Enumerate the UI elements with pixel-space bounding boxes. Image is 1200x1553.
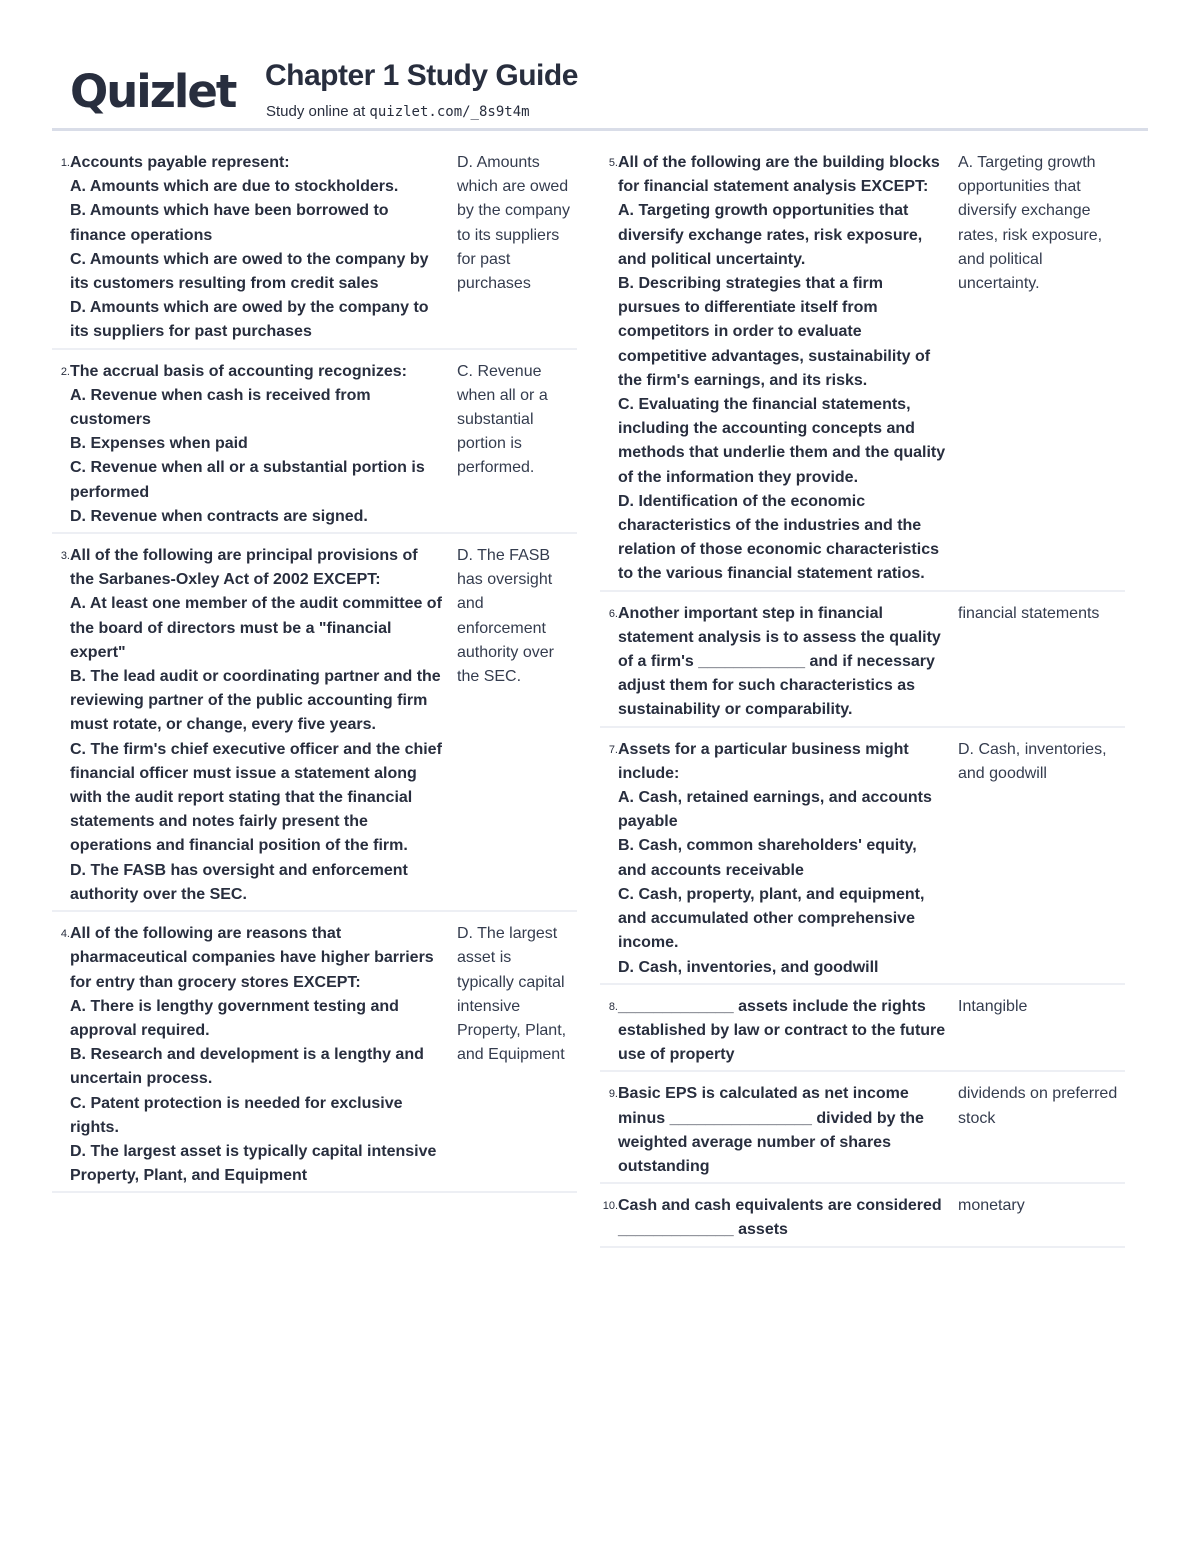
answer-option: B. Expenses when paid (70, 435, 248, 453)
answer-option: B. Cash, common shareholders' equity, and accounts receivable (618, 837, 917, 879)
right-column (600, 146, 1125, 1253)
header (52, 50, 1148, 130)
quizlet-logo: Quizlet (70, 65, 236, 118)
term-question (618, 602, 946, 723)
question-text: The accrual basis of accounting recognizes: (70, 362, 407, 380)
question-text: All of the following are reasons that pharmaceutical companies have higher barriers for entry than grocery stores EXCEPT: (70, 925, 434, 991)
answer-option: C. The firm's chief executive officer and the chief financial officer must issue a statement along with the audit report stating that the financial statements and notes fairly present the operations and financial position of the firm. (70, 740, 442, 855)
question-text: All of the following are the building blocks for financial statement analysis EXCEPT: (618, 154, 940, 196)
term-answer: D. Cash, inventories, and goodwill (958, 740, 1107, 782)
term-answer: D. Amounts which are owed by the company to its suppliers for past purchases (457, 154, 570, 293)
question-text: Another important step in financial statement analysis is to assess the quality of a firm's ____________ and if necessary adjust them for such characteristics as sustainability or comparability. (618, 604, 941, 719)
question-text: Basic EPS is calculated as net income minus ________________ divided by the weighted average number of shares outstanding (618, 1085, 924, 1175)
term-row (52, 539, 577, 912)
answer-option: A. Cash, retained earnings, and accounts payable (618, 789, 932, 831)
answer-option: D. The FASB has oversight and enforcement authority over the SEC. (70, 861, 408, 903)
left-column (52, 146, 577, 1198)
term-row (600, 146, 1125, 592)
answer-option: A. Amounts which are due to stockholders. (70, 178, 399, 196)
term-row (600, 990, 1125, 1073)
answer-option: D. Identification of the economic characteristics of the industries and the relation of those economic characteristics to the various financial statement ratios. (618, 492, 939, 583)
term-answer: Intangible (958, 997, 1028, 1015)
question-text: Accounts payable represent: (70, 154, 290, 171)
term-question (618, 1194, 946, 1242)
term-answer: dividends on preferred stock (958, 1085, 1118, 1127)
term-answer: D. The FASB has oversight and enforcement authority over the SEC. (457, 547, 554, 686)
term-row (600, 733, 1125, 985)
term-number: 4. (60, 928, 70, 941)
answer-option: C. Evaluating the financial statements, including the accounting concepts and methods that underlie them and the quality of the information they provide. (618, 396, 946, 486)
header-divider (52, 128, 1148, 131)
answer-option: C. Cash, property, plant, and equipment, and accumulated other comprehensive income. (618, 885, 925, 952)
term-question (70, 544, 445, 907)
study-url-link[interactable]: quizlet.com/_8s9t4m (369, 104, 530, 120)
term-number: 5. (608, 157, 618, 169)
term-row (600, 1189, 1125, 1247)
answer-option: C. Amounts which are owed to the company by its customers resulting from credit sales (70, 250, 429, 293)
answer-option: B. The lead audit or coordinating partner and the reviewing partner of the public accounting firm must rotate, or change, every five years. (70, 668, 441, 734)
term-question (618, 738, 946, 980)
term-number: 1. (60, 157, 70, 169)
answer-option: B. Describing strategies that a firm pursues to differentiate itself from competitors in order to evaluate competitive advantages, sustainability of the firm's earnings, and its risks. (618, 275, 931, 389)
term-question (618, 151, 946, 587)
question-text: Cash and cash equivalents are considered _____________ assets (618, 1197, 942, 1239)
term-number: 6. (608, 607, 618, 620)
term-answer: D. The largest asset is typically capital intensive Property, Plant, and Equipment (457, 925, 567, 1064)
term-number: 7. (608, 743, 618, 756)
question-text: Assets for a particular business might include: (618, 740, 909, 782)
term-answer: financial statements (958, 604, 1100, 622)
term-number: 9. (608, 1088, 618, 1101)
term-answer: A. Targeting growth opportunities that diversify exchange rates, risk exposure, and political uncertainty. (958, 154, 1103, 293)
term-number: 10. (602, 1200, 618, 1213)
term-row (52, 355, 577, 534)
term-question (70, 151, 445, 345)
term-question (70, 922, 445, 1188)
answer-option: B. Research and development is a lengthy and uncertain process. (70, 1046, 424, 1088)
answer-option: D. Amounts which are owed by the company to its suppliers for past purchases (70, 299, 429, 341)
answer-option: A. There is lengthy government testing and approval required. (70, 997, 399, 1039)
answer-option: C. Revenue when all or a substantial portion is performed (70, 459, 425, 501)
question-text: _____________ assets include the rights established by law or contract to the future use of property (618, 997, 946, 1064)
answer-option: B. Amounts which have been borrowed to finance operations (70, 202, 389, 244)
term-question (618, 1082, 946, 1179)
subtitle-prefix: Study online at (266, 103, 370, 120)
term-number: 2. (60, 365, 70, 378)
term-row (52, 146, 577, 350)
term-row (600, 597, 1125, 728)
answer-option: A. At least one member of the audit committee of the board of directors must be a "financial expert" (70, 595, 442, 661)
answer-option: D. The largest asset is typically capital intensive Property, Plant, and Equipment (70, 1142, 437, 1185)
term-row (600, 1077, 1125, 1184)
answer-option: D. Cash, inventories, and goodwill (618, 958, 879, 976)
term-number: 3. (60, 550, 70, 563)
term-question (70, 360, 445, 529)
page-title: Chapter 1 Study Guide (265, 59, 578, 92)
term-answer: C. Revenue when all or a substantial portion is performed. (457, 362, 548, 477)
term-question (618, 995, 946, 1068)
question-text: All of the following are principal provisions of the Sarbanes-Oxley Act of 2002 EXCEPT: (70, 547, 418, 589)
answer-option: A. Targeting growth opportunities that diversify exchange rates, risk exposure, and political uncertainty. (618, 202, 923, 268)
term-number: 8. (608, 1000, 618, 1013)
answer-option: D. Revenue when contracts are signed. (70, 507, 368, 525)
answer-option: A. Revenue when cash is received from customers (70, 386, 371, 429)
term-answer: monetary (958, 1197, 1025, 1215)
term-row (52, 917, 577, 1193)
page-subtitle (266, 102, 530, 122)
answer-option: C. Patent protection is needed for exclusive rights. (70, 1094, 403, 1136)
